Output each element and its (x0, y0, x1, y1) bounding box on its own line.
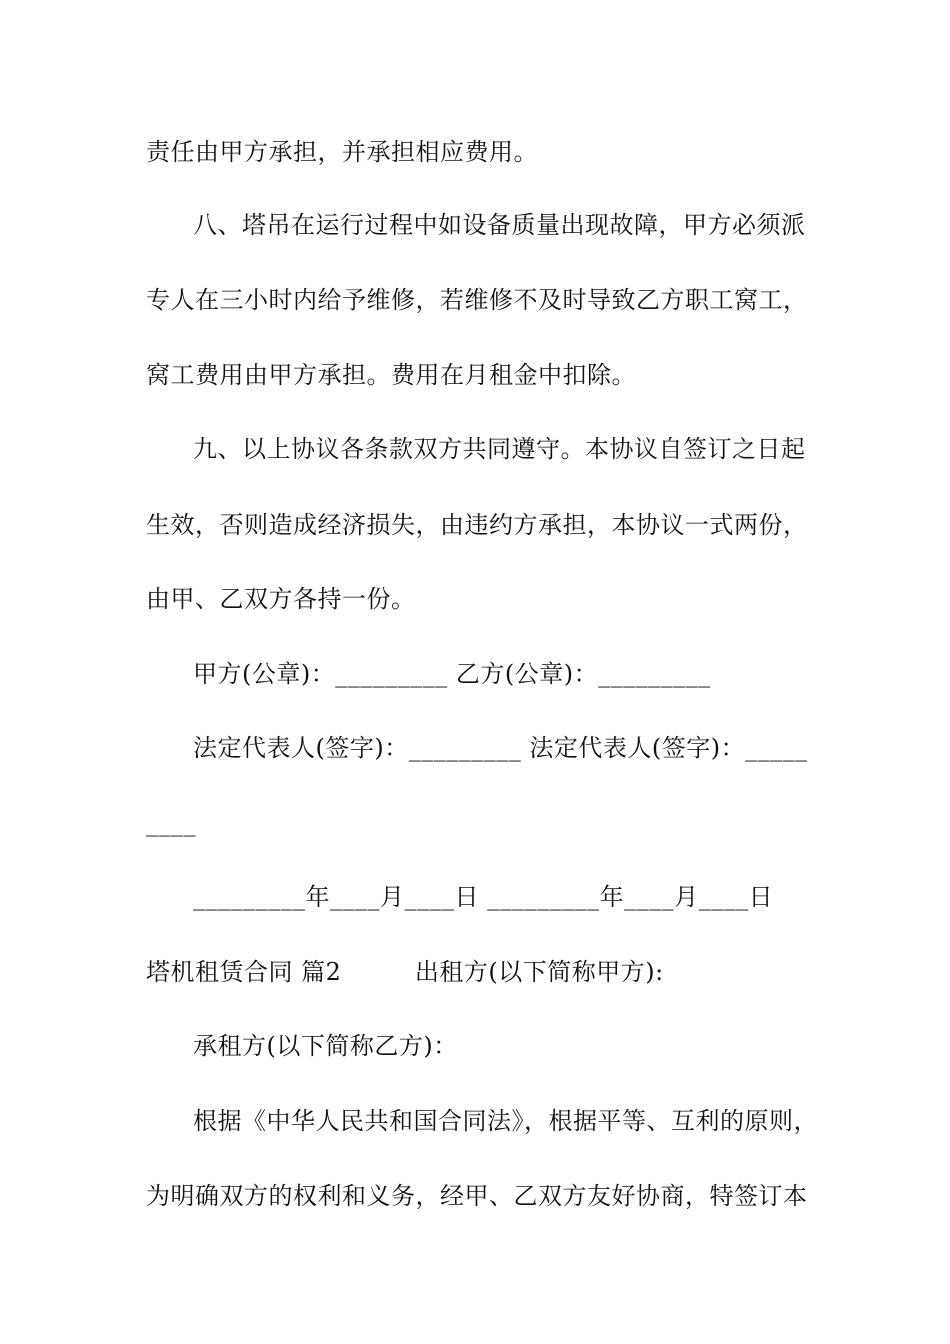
section-heading-line: 塔机租赁合同 篇2 出租方(以下简称甲方): (146, 958, 664, 986)
date-line: _________年____月____日 _________年____月____日 (193, 883, 774, 911)
clause-9-line: 九、以上协议各条款双方共同遵守。本协议自签订之日起 (193, 435, 806, 463)
paragraph-line: 由甲、乙双方各持一份。 (146, 585, 416, 613)
paragraph-line: 责任由甲方承担，并承担相应费用。 (146, 138, 538, 166)
seal-line: 甲方(公章)：_________ 乙方(公章)：_________ (193, 660, 711, 688)
legal-representative-line: 法定代表人(签字)：_________ 法定代表人(签字)：_____ (193, 734, 808, 762)
paragraph-line: 生效，否则造成经济损失，由违约方承担，本协议一式两份， (146, 511, 808, 539)
signature-blank-continuation: ____ (146, 809, 196, 837)
paragraph-line: 根据《中华人民共和国合同法》，根据平等、互利的原则， (193, 1107, 818, 1135)
clause-8-line: 八、塔吊在运行过程中如设备质量出现故障，甲方必须派 (193, 211, 806, 239)
lessee-line: 承租方(以下简称乙方)： (193, 1032, 458, 1060)
paragraph-line: 窝工费用由甲方承担。费用在月租金中扣除。 (146, 361, 636, 389)
paragraph-line: 专人在三小时内给予维修，若维修不及时导致乙方职工窝工， (146, 286, 808, 314)
paragraph-line: 为明确双方的权利和义务，经甲、乙双方友好协商，特签订本 (146, 1182, 808, 1210)
